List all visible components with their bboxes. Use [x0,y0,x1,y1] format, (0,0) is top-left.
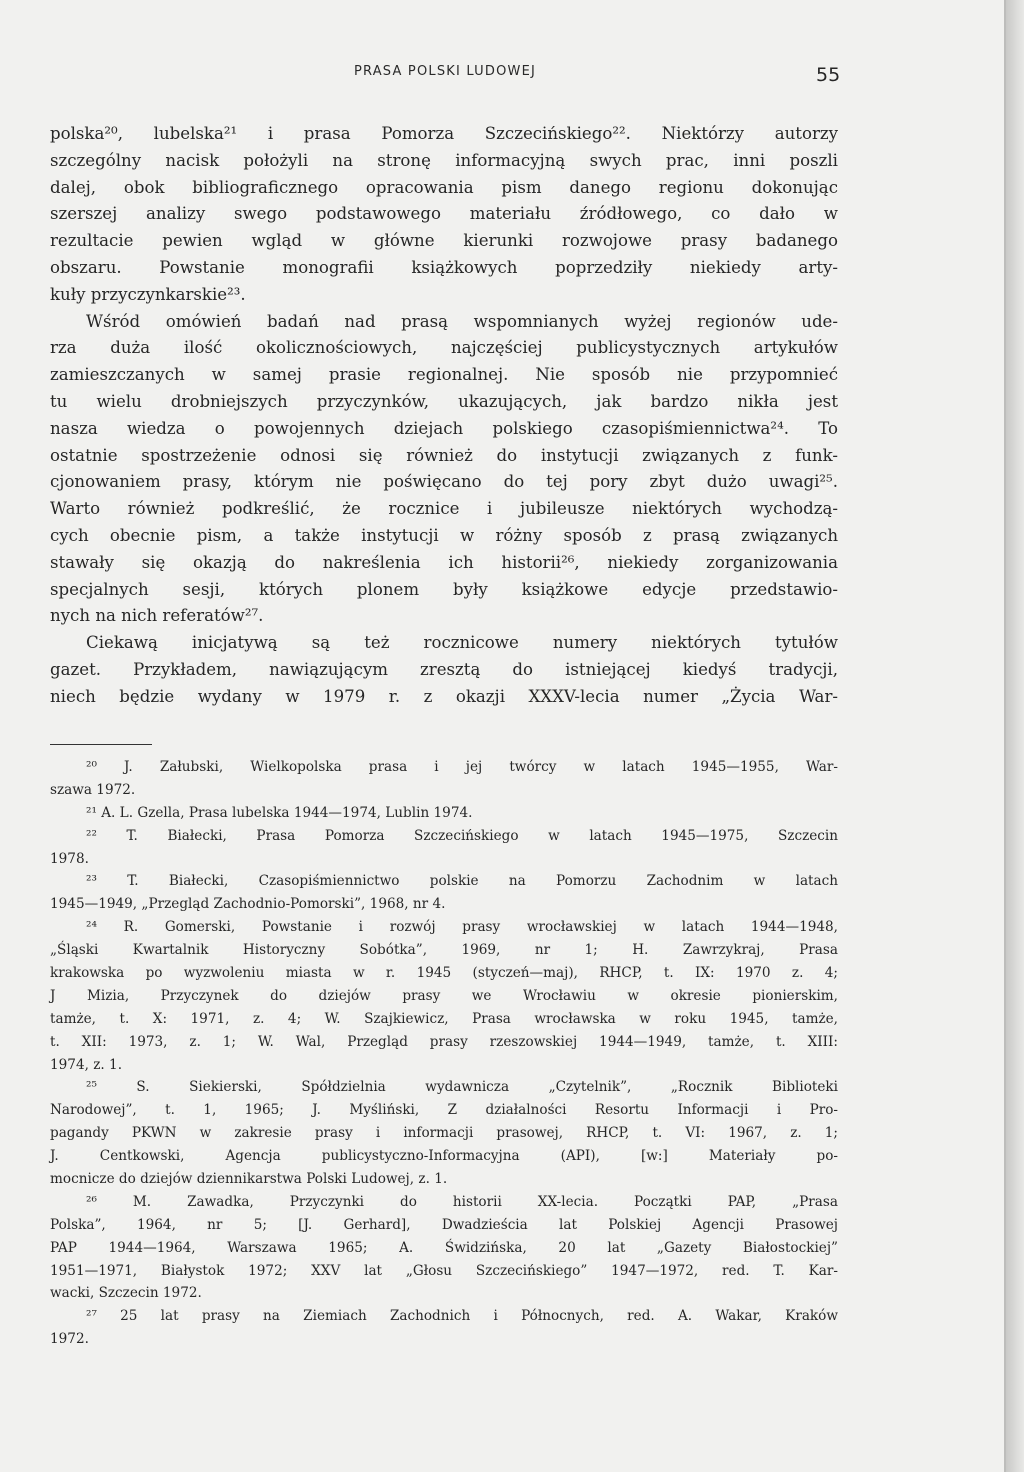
footnote-line: ²⁵ S. Siekierski, Spółdzielnia wydawnicza „Czytelnik”, „Rocznik Biblioteki [86,1079,838,1096]
page-header [0,64,1004,88]
footnotes [50,756,838,1351]
text-line: rza duża ilość okolicznościowych, najczęściej publicystycznych artykułów [50,338,838,358]
footnote-line: 1978. [50,850,89,867]
footnote-line: t. XII: 1973, z. 1; W. Wal, Przegląd prasy rzeszowskiej 1944—1949, tamże, t. XIII: [50,1033,838,1050]
footnote-line: ²⁴ R. Gomerski, Powstanie i rozwój prasy wrocławskiej w latach 1944—1948, [86,919,838,936]
text-line: tu wielu drobniejszych przyczynków, ukazujących, jak bardzo nikła jest [50,391,838,411]
main-text [50,121,838,711]
text-line: szerszej analizy swego podstawowego materiału źródłowego, co dało w [50,204,838,224]
footnote-line: tamże, t. X: 1971, z. 4; W. Szajkiewicz, Prasa wrocławska w roku 1945, tamże, [50,1010,838,1027]
footnote-line: wacki, Szczecin 1972. [50,1285,202,1302]
text-line: Ciekawą inicjatywą są też rocznicowe numery niektórych tytułów [86,633,838,653]
footnote-line: ²¹ A. L. Gzella, Prasa lubelska 1944—1974, Lublin 1974. [86,804,473,821]
footnote-line: 1974, z. 1. [50,1056,123,1073]
text-line: Wśród omówień badań nad prasą wspomnianych wyżej regionów ude- [86,311,838,331]
footnote-line: ²⁷ 25 lat prasy na Ziemiach Zachodnich i Północnych, red. A. Wakar, Kraków [86,1308,838,1325]
footnote-line: 1972. [50,1331,89,1348]
text-line: zamieszczanych w samej prasie regionalnej. Nie sposób nie przypomnieć [50,365,838,385]
footnote-line: Narodowej”, t. 1, 1965; J. Myśliński, Z działalności Resortu Informacji i Pro- [50,1102,838,1119]
footnote-line: ²⁶ M. Zawadka, Przyczynki do historii XX-lecia. Początki PAP, „Prasa [86,1193,838,1210]
footnote-line: pagandy PKWN w zakresie prasy i informacji prasowej, RHCP, t. VI: 1967, z. 1; [50,1125,838,1142]
text-line: szczególny nacisk położyli na stronę informacyjną swych prac, inni poszli [50,150,838,170]
text-line: obszaru. Powstanie monografii książkowych poprzedziły niekiedy arty- [50,257,838,277]
text-line: niech będzie wydany w 1979 r. z okazji XXXV-lecia numer „Życia War- [50,686,838,706]
page-number: 55 [816,64,841,86]
text-line: polska²⁰, lubelska²¹ i prasa Pomorza Szczecińskiego²². Niektórzy autorzy [50,124,838,143]
text-line: nasza wiedza o powojennych dziejach polskiego czasopiśmiennictwa²⁴. To [50,418,838,438]
text-line: rezultacie pewien wgląd w główne kierunki rozwojowe prasy badanego [50,231,838,251]
text-line: Warto również podkreślić, że rocznice i jubileusze niektórych wychodzą- [50,499,838,519]
footnote-line: „Śląski Kwartalnik Historyczny Sobótka”, 1969, nr 1; H. Zawrzykraj, Prasa [50,942,838,959]
text-line: stawały się okazją do nakreślenia ich historii²⁶, niekiedy zorganizowania [50,552,838,572]
text-line: gazet. Przykładem, nawiązującym zresztą do istniejącej kiedyś tradycji, [50,659,838,679]
text-line: cjonowaniem prasy, którym nie poświęcano do tej pory zbyt dużo uwagi²⁵. [50,472,838,492]
text-line: specjalnych sesji, których plonem były książkowe edycje przedstawio- [50,579,838,599]
text-line: kuły przyczynkarskie²³. [50,284,246,304]
text-line: dalej, obok bibliograficznego opracowania pism danego regionu dokonując [50,177,838,197]
footnote-line: 1951—1971, Białystok 1972; XXV lat „Głosu Szczecińskiego” 1947—1972, red. T. Kar- [50,1262,838,1279]
footnote-line: ²³ T. Białecki, Czasopiśmiennictwo polskie na Pomorzu Zachodnim w latach [86,873,838,890]
footnote-line: szawa 1972. [50,781,136,798]
footnote-line: 1945—1949, „Przegląd Zachodnio-Pomorski”, 1968, nr 4. [50,896,446,913]
footnote-divider [50,744,152,745]
footnote-line: Polska”, 1964, nr 5; [J. Gerhard], Dwadzieścia lat Polskiej Agencji Prasowej [50,1216,838,1233]
footnote-line: ²² T. Białecki, Prasa Pomorza Szczecińskiego w latach 1945—1975, Szczecin [86,827,838,844]
footnote-line: PAP 1944—1964, Warszawa 1965; A. Świdzińska, 20 lat „Gazety Białostockiej” [50,1239,838,1256]
footnote-line: J Mizia, Przyczynek do dziejów prasy we Wrocławiu w okresie pionierskim, [50,987,838,1004]
footnote-line: J. Centkowski, Agencja publicystyczno-Informacyjna (API), [w:] Materiały po- [50,1148,838,1165]
text-line: ostatnie spostrzeżenie odnosi się również do instytucji związanych z funk- [50,445,838,465]
footnote-line: ²⁰ J. Załubski, Wielkopolska prasa i jej twórcy w latach 1945—1955, War- [86,759,838,775]
running-title: PRASA POLSKI LUDOWEJ [353,64,537,79]
text-line: cych obecnie pism, a także instytucji w różny sposób z prasą związanych [50,525,838,545]
text-line: nych na nich referatów²⁷. [50,606,264,626]
footnote-line: krakowska po wyzwoleniu miasta w r. 1945 (styczeń—maj), RHCP, t. IX: 1970 z. 4; [50,965,838,982]
footnote-line: mocnicze do dziejów dziennikarstwa Polski Ludowej, z. 1. [50,1171,448,1188]
page-edge-shadow [1006,0,1024,1472]
